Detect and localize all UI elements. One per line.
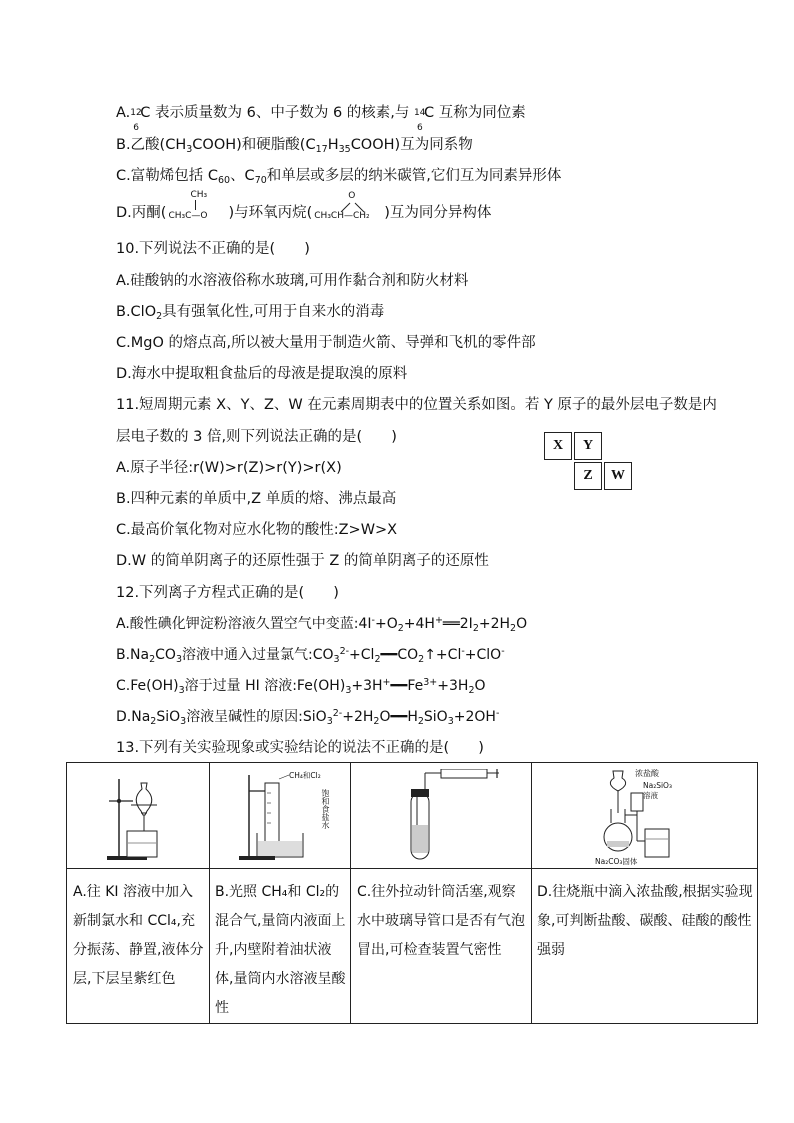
text: O (474, 678, 486, 694)
conc-hcl-label: 浓盐酸 (635, 769, 659, 778)
text: CO (155, 647, 176, 663)
text: C.Fe(OH) (116, 678, 179, 694)
gas-label: CH₄和Cl₂ (289, 771, 321, 780)
superscript: 2- (332, 708, 343, 719)
subscript: 2 (150, 716, 157, 727)
subscript: 2 (374, 654, 381, 665)
q10-option-a: A.硅酸钠的水溶液俗称水玻璃,可用作黏合剂和防火材料 (116, 273, 469, 289)
text: 、C (230, 168, 255, 184)
subscript: 3 (326, 716, 333, 727)
oxygen-label: O (348, 191, 356, 201)
row-divider (67, 868, 757, 869)
column-divider (350, 763, 351, 1023)
bond-line (195, 200, 196, 210)
column-divider (531, 763, 532, 1023)
subscript: 3 (447, 716, 454, 727)
text: 溶于过量 HI 溶液:Fe(OH) (184, 678, 346, 694)
text: D.Na (116, 709, 151, 725)
q11-stem-line2: 层电子数的 3 倍,则下列说法正确的是( ) (116, 429, 397, 445)
mass-number: 14 (414, 108, 426, 118)
epoxypropane-structure (312, 191, 384, 223)
experiment-a-text: A.往 KI 溶液中加入新制氯水和 CCl₄,充分振荡、静置,液体分层,下层呈紫红色 (73, 884, 204, 987)
cell-y: Y (574, 432, 602, 460)
subscript: 2 (510, 623, 517, 634)
text: 和单层或多层的纳米碳管,它们互为同素异形体 (266, 168, 562, 184)
column-divider (209, 763, 210, 1023)
q11-option-c: C.最高价氧化物对应水化物的酸性:Z>W>X (116, 522, 398, 538)
cell-z: Z (574, 462, 602, 490)
q13-stem: 13.下列有关实验现象或实验结论的说法不正确的是( ) (116, 740, 484, 756)
subscript: 3 (178, 685, 185, 696)
superscript: 3+ (423, 677, 438, 688)
superscript: + (434, 615, 443, 626)
text: )互为同分异构体 (384, 205, 492, 221)
text: B.乙酸(CH (116, 137, 187, 153)
text: O (516, 616, 528, 632)
text: 溶液中通入过量氯气:CO (182, 647, 334, 663)
text: +2H (342, 709, 374, 725)
subscript: 2 (373, 716, 380, 727)
acetone-label: CH₃C—O (168, 211, 208, 221)
text: +2H (478, 616, 511, 632)
brine-label: 饱和食盐水 (321, 789, 330, 829)
mass-number: 12 (130, 108, 142, 118)
periodic-table-fragment (544, 432, 632, 490)
text: +ClO (464, 647, 502, 663)
subscript: 17 (315, 144, 328, 155)
subscript: 2 (468, 685, 475, 696)
atomic-number: 6 (133, 123, 140, 133)
text: SiO (156, 709, 181, 725)
text: 溶液呈碱性的原因:SiO (186, 709, 327, 725)
subscript: 70 (254, 175, 267, 186)
cell-w: W (604, 462, 632, 490)
text: C.富勒烯包括 C (116, 168, 218, 184)
figure-d-acid-strength (591, 769, 691, 866)
text: ↑+Cl (424, 647, 462, 663)
q10-stem: 10.下列说法不正确的是( ) (116, 241, 310, 257)
subscript: 2 (417, 716, 424, 727)
superscript: - (495, 708, 500, 719)
epoxypropane-label: CH₃CH—CH₂ (314, 211, 370, 221)
text: COOH)互为同系物 (350, 137, 473, 153)
subscript: 2 (156, 311, 163, 322)
q11-option-d: D.W 的简单阴离子的还原性强于 Z 的简单阴离子的还原性 (116, 553, 489, 569)
subscript: 3 (345, 685, 352, 696)
subscript: 3 (186, 144, 193, 155)
subscript: 3 (333, 654, 340, 665)
figure-c-syringe-tube (393, 769, 503, 863)
figure-a-separatory-funnel (97, 769, 187, 863)
q12-option-c (116, 676, 486, 696)
superscript: - (461, 646, 465, 657)
text: )与环氧丙烷( (228, 205, 313, 221)
subscript: 3 (180, 716, 187, 727)
subscript: 60 (217, 175, 231, 186)
text: B.ClO (116, 304, 157, 320)
text: H (327, 137, 339, 153)
text: +2OH (453, 709, 496, 725)
experiment-c-text: C.往外拉动针筒活塞,观察水中玻璃导管口是否有气泡冒出,可检查装置气密性 (357, 884, 525, 958)
text: COOH)和硬脂酸(C (192, 137, 316, 153)
q12-option-b (116, 645, 505, 665)
text: 具有强氧化性,可用于自来水的消毒 (162, 304, 385, 320)
text: SiO (423, 709, 448, 725)
text: +3H (437, 678, 469, 694)
text: B.Na (116, 647, 150, 663)
q11-stem-line1: 11.短周期元素 X、Y、Z、W 在元素周期表中的位置关系如图。若 Y 原子的最外层电子数是内 (116, 397, 717, 413)
superscript: + (382, 677, 391, 688)
q9-option-d (116, 190, 492, 223)
text: A. (116, 105, 131, 121)
q9-option-b (116, 135, 473, 155)
figure-b-methane-chlorine (237, 769, 337, 863)
subscript: 2 (149, 654, 156, 665)
superscript: 2- (339, 646, 350, 657)
q12-option-d (116, 707, 499, 727)
text: +Cl (349, 647, 375, 663)
subscript: 35 (338, 144, 351, 155)
methyl-label: CH₃ (190, 190, 208, 200)
text: ━━CO (380, 647, 419, 663)
q10-option-b (116, 302, 384, 322)
sodium-carbonate-label: Na₂CO₃固体 (595, 857, 638, 866)
q12-option-a (116, 614, 527, 634)
experiment-d-text: D.往烧瓶中滴入浓盐酸,根据实验现象,可判断盐酸、碳酸、硅酸的酸性强弱 (537, 884, 753, 958)
text: A.酸性碘化钾淀粉溶液久置空气中变蓝:4I (116, 616, 372, 632)
atomic-number: 6 (417, 123, 423, 133)
superscript: - (371, 615, 375, 626)
experiment-table (66, 762, 758, 1024)
text: ══2I (442, 616, 473, 632)
text: D.丙酮( (116, 205, 167, 221)
q12-stem: 12.下列离子方程式正确的是( ) (116, 585, 339, 601)
solution-label: 溶液 (643, 791, 658, 800)
subscript: 2 (397, 623, 404, 634)
q9-option-a (116, 103, 526, 133)
text: +O (374, 616, 398, 632)
q10-option-d: D.海水中提取粗食盐后的母液是提取溴的原料 (116, 366, 408, 382)
q11-option-b: B.四种元素的单质中,Z 单质的熔、沸点最高 (116, 491, 397, 507)
q11-option-a: A.原子半径:r(W)>r(Z)>r(Y)>r(X) (116, 460, 342, 476)
q10-option-c: C.MgO 的熔点高,所以被大量用于制造火箭、导弹和飞机的零件部 (116, 335, 536, 351)
subscript: 3 (175, 654, 182, 665)
text: C 互称为同位素 (424, 105, 526, 121)
cell-x: X (544, 432, 572, 460)
q9-option-c (116, 166, 561, 186)
experiment-b-text: B.光照 CH₄和 Cl₂的混合气,量筒内液面上升,内壁附着油状液体,量筒内水溶液呈酸性 (215, 884, 346, 1016)
text: +3H (351, 678, 383, 694)
subscript: 2 (418, 654, 425, 665)
text: O━━H (379, 709, 418, 725)
acetone-structure (166, 190, 228, 223)
sodium-silicate-label: Na₂SiO₃ (643, 781, 672, 790)
subscript: 2 (472, 623, 479, 634)
text: C 表示质量数为 6、中子数为 6 的核素,与 (140, 105, 415, 121)
superscript: - (501, 646, 505, 657)
text: ━━Fe (390, 678, 424, 694)
text: +4H (403, 616, 435, 632)
